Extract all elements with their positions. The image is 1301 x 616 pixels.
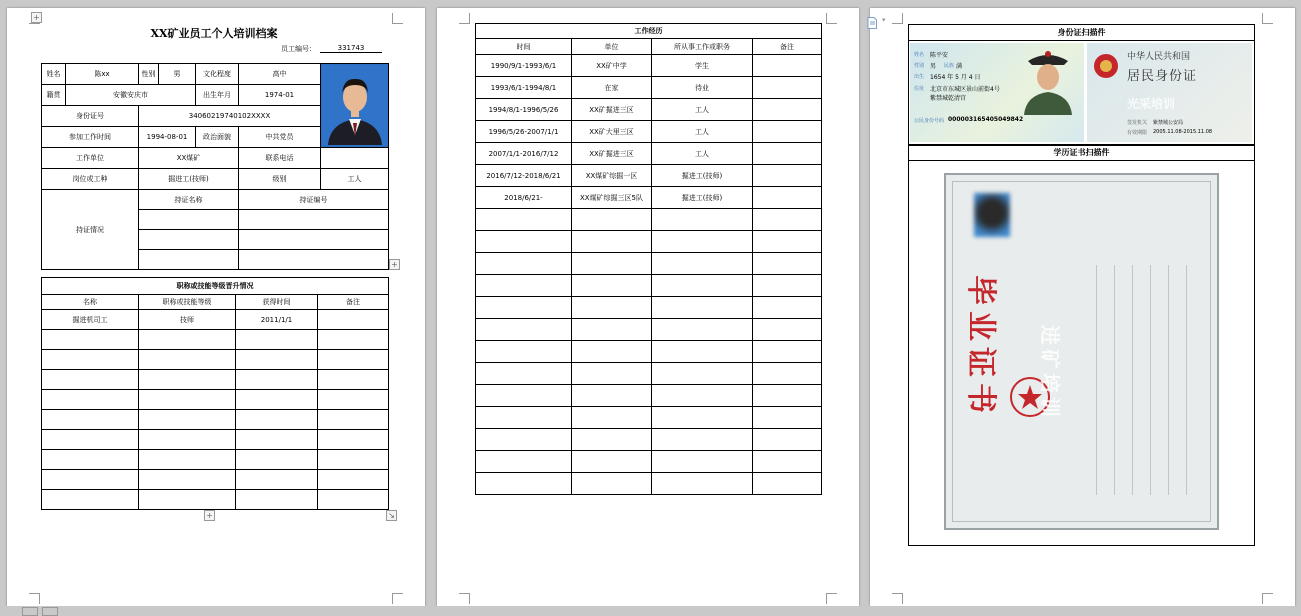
birth-value[interactable]: 1974-01 (239, 85, 321, 106)
promotion-table (41, 277, 389, 510)
empty-cell[interactable] (42, 330, 139, 350)
work-history-cell[interactable]: 2018/6/21- (476, 187, 572, 209)
empty-cell[interactable] (42, 450, 139, 470)
empty-cell[interactable] (572, 473, 652, 495)
empty-cell[interactable] (236, 490, 318, 510)
empty-cell[interactable] (753, 407, 822, 429)
empty-cell[interactable] (753, 451, 822, 473)
diploma-watermark: 进矿培训 (1038, 325, 1062, 421)
work-history-cell[interactable] (753, 99, 822, 121)
certificate-name-cell[interactable] (139, 230, 239, 250)
promotion-cell[interactable]: 技师 (139, 310, 236, 330)
work-history-cell[interactable]: 2016/7/12-2018/6/21 (476, 165, 572, 187)
id-watermark: 光采培训 (1127, 97, 1176, 111)
id-card-section (908, 24, 1255, 146)
table-add-column-handle[interactable]: + (204, 510, 215, 521)
empty-table-row (476, 209, 822, 231)
empty-cell[interactable] (572, 231, 652, 253)
empty-cell[interactable] (318, 450, 389, 470)
empty-table-row (42, 410, 389, 430)
id-card-title: 居民身份证 (1127, 69, 1198, 84)
empty-cell[interactable] (572, 319, 652, 341)
work-history-cell[interactable]: 1993/6/1-1994/8/1 (476, 77, 572, 99)
id-address-line2: 紫禁城乾清宫 (930, 95, 967, 102)
promotion-cell[interactable]: 掘进机司工 (42, 310, 139, 330)
id-gender: 男 (930, 63, 937, 70)
empty-cell[interactable] (652, 275, 753, 297)
empty-cell[interactable] (139, 410, 236, 430)
empty-table-row (42, 390, 389, 410)
portrait-image (322, 65, 388, 145)
diploma-text-line (1168, 265, 1169, 495)
empty-table-row (42, 330, 389, 350)
id-authority: 紫禁城公安局 (1153, 120, 1184, 126)
post-value[interactable]: 掘进工(技师) (139, 169, 239, 190)
empty-cell[interactable] (236, 450, 318, 470)
empty-table-row (476, 451, 822, 473)
empty-cell[interactable] (476, 429, 572, 451)
empty-cell[interactable] (572, 385, 652, 407)
empty-cell[interactable] (652, 231, 753, 253)
id-number-label: 公民身份号码 (914, 118, 945, 124)
work-history-cell[interactable]: XX矿掘进三区 (572, 99, 652, 121)
work-history-cell[interactable]: 工人 (652, 143, 753, 165)
work-history-header: 时间 (476, 39, 572, 55)
table-resize-handle[interactable]: ↘ (386, 510, 397, 521)
gender-label: 性别 (139, 64, 159, 85)
empty-cell[interactable] (753, 253, 822, 275)
work-history-cell[interactable]: 2007/1/1-2016/7/12 (476, 143, 572, 165)
name-value[interactable]: 陈xx (66, 64, 139, 85)
page-corner-mark (826, 13, 837, 24)
id-portrait-icon (1018, 47, 1078, 115)
empty-cell[interactable] (236, 330, 318, 350)
id-address-label: 住址 (914, 86, 925, 92)
empty-table-row (476, 297, 822, 319)
id-number: 000003165405049842 (948, 116, 1024, 123)
empty-cell[interactable] (236, 470, 318, 490)
empty-cell[interactable] (652, 385, 753, 407)
page-corner-mark (826, 593, 837, 604)
empty-cell[interactable] (139, 490, 236, 510)
work-history-cell[interactable]: 待业 (652, 77, 753, 99)
post-label: 岗位或工种 (42, 169, 139, 190)
empty-cell[interactable] (476, 407, 572, 429)
table-move-handle[interactable]: + (31, 12, 42, 23)
phone-label: 联系电话 (239, 148, 321, 169)
certificate-label: 持证情况 (42, 190, 139, 270)
id-name: 陈平安 (930, 52, 949, 59)
page-corner-mark (392, 13, 403, 24)
empty-cell[interactable] (318, 330, 389, 350)
empty-table-row (476, 253, 822, 275)
employee-number-value: 331743 (320, 44, 382, 53)
work-start-label: 参加工作时间 (42, 127, 139, 148)
work-history-cell[interactable]: 学生 (652, 55, 753, 77)
empty-cell[interactable] (652, 209, 753, 231)
work-history-cell[interactable]: XX矿中学 (572, 55, 652, 77)
empty-cell[interactable] (476, 319, 572, 341)
empty-cell[interactable] (139, 430, 236, 450)
empty-cell[interactable] (42, 370, 139, 390)
empty-cell[interactable] (318, 490, 389, 510)
work-history-header-row (476, 39, 822, 55)
id-country: 中华人民共和国 (1127, 52, 1191, 62)
diploma-photo-blurred (974, 193, 1010, 237)
page-corner-mark (1262, 13, 1273, 24)
promotion-cell[interactable] (318, 310, 389, 330)
work-history-cell[interactable] (753, 77, 822, 99)
empty-cell[interactable] (42, 490, 139, 510)
id-birth: 1654 年 5 月 4 日 (930, 74, 981, 81)
certificate-name-cell[interactable] (139, 210, 239, 230)
education-label: 文化程度 (196, 64, 239, 85)
table-row (476, 99, 822, 121)
promotion-header-row (42, 295, 389, 310)
empty-cell[interactable] (476, 473, 572, 495)
empty-cell[interactable] (572, 451, 652, 473)
table-row (476, 165, 822, 187)
origin-value[interactable]: 安徽安庆市 (66, 85, 196, 106)
empty-cell[interactable] (236, 430, 318, 450)
work-history-cell[interactable] (753, 121, 822, 143)
work-history-cell[interactable]: XX煤矿综掘三区5队 (572, 187, 652, 209)
birth-label: 出生年月 (196, 85, 239, 106)
work-history-header: 所从事工作或职务 (652, 39, 753, 55)
empty-cell[interactable] (652, 473, 753, 495)
empty-cell[interactable] (139, 350, 236, 370)
work-history-table (475, 23, 822, 495)
work-history-header: 单位 (572, 39, 652, 55)
empty-cell[interactable] (572, 341, 652, 363)
page-corner-mark (459, 593, 470, 604)
level-label: 级别 (239, 169, 321, 190)
empty-cell[interactable] (476, 275, 572, 297)
document-icon[interactable] (867, 14, 877, 26)
certificate-name-header: 持证名称 (139, 190, 239, 210)
id-nation: 满 (956, 63, 963, 70)
work-history-cell[interactable]: 1996/5/26-2007/1/1 (476, 121, 572, 143)
empty-table-row (42, 490, 389, 510)
id-validity-label: 有效期限 (1127, 130, 1148, 136)
empty-table-row (42, 370, 389, 390)
status-bar (0, 606, 1301, 615)
table-row (476, 187, 822, 209)
certificate-number-header: 持证编号 (239, 190, 389, 210)
political-value[interactable]: 中共党员 (239, 127, 321, 148)
empty-cell[interactable] (652, 297, 753, 319)
empty-cell[interactable] (572, 209, 652, 231)
work-history-cell[interactable]: 1990/9/1-1993/6/1 (476, 55, 572, 77)
empty-cell[interactable] (476, 363, 572, 385)
unit-value[interactable]: XX煤矿 (139, 148, 239, 169)
id-validity: 2005.11.08-2015.11.08 (1153, 129, 1213, 135)
page-corner-mark (459, 13, 470, 24)
unit-label: 工作单位 (42, 148, 139, 169)
empty-cell[interactable] (753, 231, 822, 253)
empty-table-row (476, 473, 822, 495)
empty-cell[interactable] (236, 410, 318, 430)
empty-cell[interactable] (318, 350, 389, 370)
empty-cell[interactable] (318, 430, 389, 450)
table-row (476, 143, 822, 165)
empty-cell[interactable] (236, 350, 318, 370)
empty-cell[interactable] (476, 451, 572, 473)
empty-cell[interactable] (476, 253, 572, 275)
empty-cell[interactable] (652, 363, 753, 385)
work-history-cell[interactable]: XX矿大里三区 (572, 121, 652, 143)
empty-cell[interactable] (753, 429, 822, 451)
work-history-title: 工作经历 (476, 24, 822, 39)
empty-cell[interactable] (753, 209, 822, 231)
empty-cell[interactable] (139, 450, 236, 470)
id-gender-label: 性别 (914, 63, 925, 69)
diploma-text-line (1096, 265, 1097, 495)
empty-table-row (42, 430, 389, 450)
empty-cell[interactable] (42, 430, 139, 450)
id-address: 北京市东城区景山前街4号 (930, 86, 1000, 93)
empty-cell[interactable] (652, 429, 753, 451)
work-history-cell[interactable] (753, 165, 822, 187)
empty-cell[interactable] (753, 297, 822, 319)
id-number-value[interactable]: 34060219740102XXXX (139, 106, 321, 127)
page-corner-mark (392, 593, 403, 604)
empty-cell[interactable] (318, 410, 389, 430)
certificate-number-cell[interactable] (239, 250, 389, 270)
promotion-cell[interactable]: 2011/1/1 (236, 310, 318, 330)
diploma-text-line (1186, 265, 1187, 495)
empty-cell[interactable] (753, 363, 822, 385)
empty-cell[interactable] (572, 253, 652, 275)
work-history-header: 备注 (753, 39, 822, 55)
empty-table-row (476, 275, 822, 297)
promotion-header: 备注 (318, 295, 389, 310)
work-history-cell[interactable] (753, 187, 822, 209)
promotion-header: 名称 (42, 295, 139, 310)
id-number-label: 身份证号 (42, 106, 139, 127)
employee-photo (321, 64, 389, 148)
education-value[interactable]: 高中 (239, 64, 321, 85)
empty-table-row (476, 319, 822, 341)
level-value[interactable]: 工人 (321, 169, 389, 190)
work-history-cell[interactable] (753, 143, 822, 165)
empty-cell[interactable] (652, 253, 753, 275)
empty-cell[interactable] (318, 370, 389, 390)
page-corner-mark (892, 13, 903, 24)
empty-cell[interactable] (42, 350, 139, 370)
id-card-front-image (910, 43, 1084, 142)
table-row (476, 55, 822, 77)
promotion-header: 职称或技能等级 (139, 295, 236, 310)
empty-cell[interactable] (42, 410, 139, 430)
empty-cell[interactable] (753, 341, 822, 363)
empty-table-row (476, 341, 822, 363)
diploma-section-title: 学历证书扫描件 (909, 145, 1254, 161)
page-corner-mark (892, 593, 903, 604)
personal-info-table (41, 63, 389, 270)
empty-table-row (476, 385, 822, 407)
empty-cell[interactable] (139, 390, 236, 410)
phone-value[interactable] (321, 148, 389, 169)
origin-label: 籍贯 (42, 85, 66, 106)
diploma-section (908, 144, 1255, 546)
empty-cell[interactable] (139, 330, 236, 350)
empty-cell[interactable] (652, 407, 753, 429)
empty-table-row (42, 470, 389, 490)
document-page-1 (7, 8, 425, 606)
empty-cell[interactable] (652, 341, 753, 363)
id-nation-label: 民族 (944, 63, 955, 69)
certificate-name-cell[interactable] (139, 250, 239, 270)
empty-cell[interactable] (236, 390, 318, 410)
diploma-title: 毕业证书 (963, 275, 998, 419)
empty-cell[interactable] (476, 231, 572, 253)
empty-cell[interactable] (318, 470, 389, 490)
page-corner-mark (1262, 593, 1273, 604)
empty-cell[interactable] (476, 385, 572, 407)
table-row (42, 310, 389, 330)
work-history-cell[interactable]: 在家 (572, 77, 652, 99)
empty-cell[interactable] (572, 407, 652, 429)
chevron-down-icon[interactable]: ▾ (882, 16, 886, 24)
work-history-cell[interactable]: 工人 (652, 121, 753, 143)
certificate-number-cell[interactable] (239, 210, 389, 230)
document-page-3 (870, 8, 1295, 606)
document-page-2 (437, 8, 859, 606)
work-history-cell[interactable]: 工人 (652, 99, 753, 121)
national-emblem-icon (1093, 53, 1119, 79)
diploma-text-line (1150, 265, 1151, 495)
diploma-text-line (1114, 265, 1115, 495)
empty-cell[interactable] (139, 470, 236, 490)
empty-cell[interactable] (753, 385, 822, 407)
political-label: 政治面貌 (196, 127, 239, 148)
name-label: 姓名 (42, 64, 66, 85)
id-name-label: 姓名 (914, 52, 925, 58)
empty-table-row (42, 350, 389, 370)
promotion-section-title: 职称或技能等级晋升情况 (42, 278, 389, 295)
certificate-number-cell[interactable] (239, 230, 389, 250)
diploma-text-line (1132, 265, 1133, 495)
work-start-value[interactable]: 1994-08-01 (139, 127, 196, 148)
page-corner-mark (29, 593, 40, 604)
work-history-cell[interactable]: 掘进工(技师) (652, 165, 753, 187)
employee-number-label: 员工编号： (281, 45, 316, 53)
id-card-section-title: 身份证扫描件 (909, 25, 1254, 41)
empty-cell[interactable] (236, 370, 318, 390)
empty-cell[interactable] (42, 470, 139, 490)
page-title: XX矿业员工个人培训档案 (150, 27, 278, 40)
table-row (476, 121, 822, 143)
work-history-cell[interactable] (753, 55, 822, 77)
empty-cell[interactable] (476, 297, 572, 319)
work-history-cell[interactable]: XX煤矿综掘一区 (572, 165, 652, 187)
empty-cell[interactable] (753, 275, 822, 297)
empty-cell[interactable] (42, 390, 139, 410)
empty-cell[interactable] (572, 297, 652, 319)
promotion-header: 获得时间 (236, 295, 318, 310)
work-history-cell[interactable]: 掘进工(技师) (652, 187, 753, 209)
empty-table-row (42, 450, 389, 470)
id-card-back-image (1087, 43, 1252, 142)
work-history-cell[interactable]: XX矿掘进三区 (572, 143, 652, 165)
empty-table-row (476, 231, 822, 253)
empty-cell[interactable] (318, 390, 389, 410)
empty-cell[interactable] (476, 209, 572, 231)
empty-table-row (476, 363, 822, 385)
empty-cell[interactable] (652, 451, 753, 473)
empty-table-row (476, 407, 822, 429)
diploma-image (944, 173, 1219, 530)
empty-cell[interactable] (753, 319, 822, 341)
empty-cell[interactable] (572, 429, 652, 451)
empty-cell[interactable] (572, 363, 652, 385)
table-add-row-handle[interactable]: + (389, 259, 400, 270)
table-row (476, 77, 822, 99)
gender-value[interactable]: 男 (159, 64, 196, 85)
work-history-cell[interactable]: 1994/8/1-1996/5/26 (476, 99, 572, 121)
empty-table-row (476, 429, 822, 451)
empty-cell[interactable] (476, 341, 572, 363)
empty-cell[interactable] (572, 275, 652, 297)
id-authority-label: 签发机关 (1127, 120, 1148, 126)
empty-cell[interactable] (753, 473, 822, 495)
empty-cell[interactable] (139, 370, 236, 390)
empty-cell[interactable] (652, 319, 753, 341)
id-birth-label: 出生 (914, 74, 925, 80)
